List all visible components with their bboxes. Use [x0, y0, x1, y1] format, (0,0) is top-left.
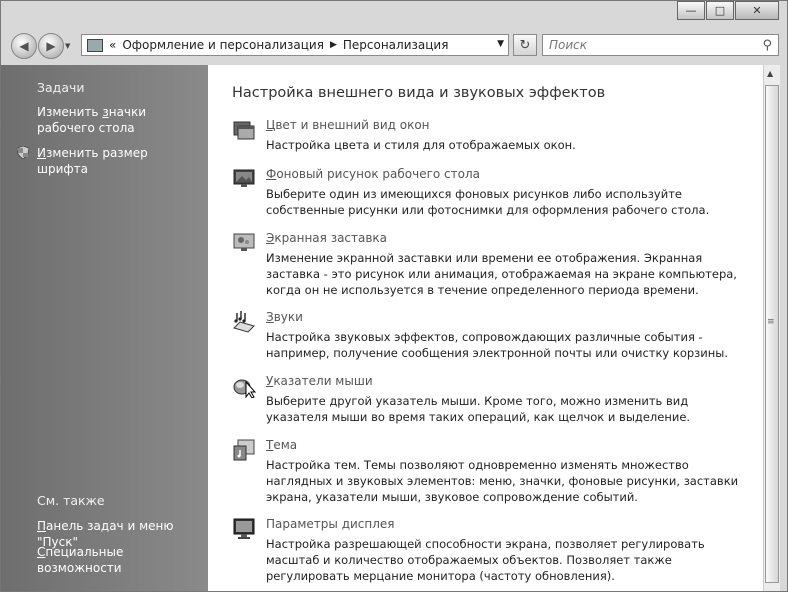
display-settings-icon	[232, 517, 256, 541]
search-placeholder: Поиск	[549, 38, 588, 52]
desktop-background-icon	[232, 167, 256, 191]
desc-theme: Настройка тем. Темы позволяют одновременно изменять множество наглядных и звуковых элементов: меню, значки, фоновые рисунки, заставки экрана, указатели мыши, звуковое сопровождение событий.	[266, 458, 739, 504]
link-desktop-background[interactable]: Фоновый рисунок рабочего стола	[266, 167, 480, 181]
see-also-accessibility[interactable]: Специальные возможности	[37, 545, 124, 575]
theme-icon	[232, 438, 256, 462]
control-panel-icon	[87, 39, 103, 52]
recent-pages-dropdown[interactable]: ▼	[65, 42, 71, 50]
see-also-taskbar[interactable]: Панель задач и меню "Пуск"	[37, 519, 174, 549]
desc-display-settings: Настройка разрешающей способности экрана, позволяет регулировать масштаб и количество отображаемых объектов. Позволяет также регулировать мерцание монитора (частоту обновления).	[266, 537, 705, 583]
back-button[interactable]	[11, 33, 37, 59]
minimize-icon: —	[685, 4, 697, 17]
scrollbar-thumb[interactable]	[765, 85, 779, 583]
address-dropdown-icon[interactable]: ▼	[497, 39, 504, 49]
desc-sounds: Настройка звуковых эффектов, сопровождающих различные события - например, получение сообщения электронной почты или очистку корзины.	[266, 330, 728, 360]
breadcrumb-separator-icon[interactable]: ▶	[329, 40, 337, 50]
main-content	[208, 65, 763, 591]
search-input[interactable]	[542, 34, 779, 56]
scroll-grip-icon: ≡	[767, 317, 775, 327]
desc-screensaver: Изменение экранной заставки или времени ее отображения. Экранная заставка - это рисунок или анимация, отображаемая на экране компьютера, когда он не используется в течение определенного периода времени.	[266, 251, 737, 297]
see-also-heading: См. также	[37, 493, 105, 508]
close-button[interactable]	[735, 1, 779, 20]
link-window-color[interactable]: Цвет и внешний вид окон	[266, 118, 430, 132]
maximize-icon: □	[714, 4, 726, 17]
vertical-scrollbar[interactable]	[763, 65, 781, 591]
breadcrumb-personalization[interactable]: Персонализация	[342, 38, 449, 52]
search-icon[interactable]: ⚲	[762, 38, 772, 53]
address-bar[interactable]	[81, 34, 509, 56]
refresh-button[interactable]	[513, 34, 537, 56]
task-adjust-font-size[interactable]: Изменить размер шрифта	[37, 145, 202, 177]
navigation-bar	[1, 31, 787, 61]
refresh-icon: ↻	[519, 37, 531, 53]
breadcrumb-overflow[interactable]: «	[109, 38, 117, 52]
tasks-heading: Задачи	[37, 80, 85, 95]
maximize-button[interactable]	[706, 1, 734, 20]
screensaver-icon	[232, 231, 256, 255]
scroll-up-icon[interactable]: ▲	[767, 69, 774, 78]
mouse-pointer-icon	[232, 374, 256, 398]
forward-arrow-icon: ▶	[46, 39, 56, 53]
desc-mouse-pointers: Выберите другой указатель мыши. Кроме того, можно изменить вид указателя мыши во время таких операций, как щелчок и выделение.	[266, 394, 691, 424]
forward-button[interactable]	[38, 33, 64, 59]
desc-desktop-background: Выберите один из имеющихся фоновых рисунков либо используйте собственные рисунки или фотоснимки для оформления рабочего стола.	[266, 187, 710, 217]
task-change-desktop-icons[interactable]: Изменить значки рабочего стола	[37, 105, 147, 135]
page-title: Настройка внешнего вида и звуковых эффектов	[232, 85, 606, 101]
link-display-settings[interactable]: Параметры дисплея	[266, 517, 395, 531]
minimize-button[interactable]	[677, 1, 705, 20]
link-screensaver[interactable]: Экранная заставка	[266, 231, 388, 245]
link-mouse-pointers[interactable]: Указатели мыши	[266, 374, 373, 388]
sounds-icon	[232, 310, 256, 334]
uac-shield-icon	[17, 146, 29, 159]
link-sounds[interactable]: Звуки	[266, 310, 303, 324]
window-frame-right	[780, 65, 788, 591]
breadcrumb-appearance[interactable]: Оформление и персонализация	[122, 38, 324, 52]
window-color-icon	[232, 118, 256, 142]
close-icon: ✕	[752, 4, 762, 17]
task-pane	[1, 65, 208, 591]
desc-window-color: Настройка цвета и стиля для отображаемых окон.	[266, 138, 576, 152]
link-theme[interactable]: Тема	[266, 438, 298, 452]
back-arrow-icon: ◀	[19, 39, 29, 53]
caption-buttons	[676, 1, 779, 20]
